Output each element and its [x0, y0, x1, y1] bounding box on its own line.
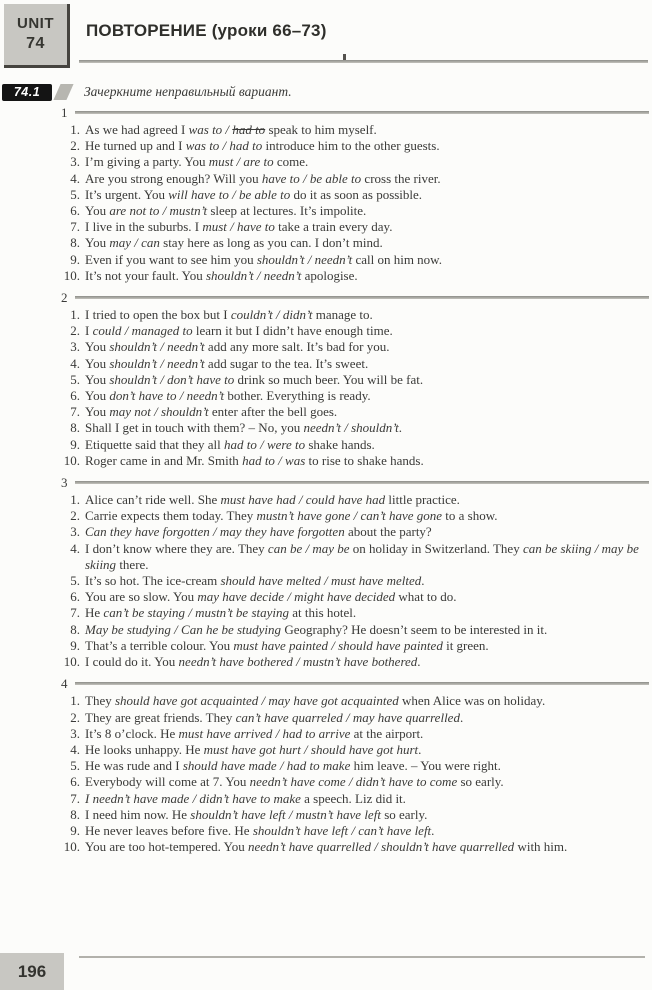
- choice-options: shouldn’t / needn’t: [205, 267, 302, 283]
- item-text: [85, 742, 652, 758]
- exercise-item: [0, 638, 652, 654]
- item-text: [85, 710, 652, 726]
- text-segment: He turned up and I: [85, 138, 186, 154]
- text-segment: little practice.: [385, 492, 460, 508]
- item-number: 8.: [70, 235, 80, 251]
- item-number: 3.: [70, 524, 80, 540]
- choice-options: was to / had to: [185, 138, 263, 154]
- exercise-item: [0, 726, 652, 742]
- section-1: [0, 105, 652, 284]
- text-segment: what to do.: [395, 589, 457, 605]
- item-text: [85, 693, 652, 709]
- item-text: [85, 372, 652, 388]
- text-segment: so early.: [457, 774, 504, 790]
- title-rule: [79, 60, 648, 63]
- text-segment: drink so much beer. You will be fat.: [234, 371, 424, 387]
- choice-options: shouldn’t / needn’t: [109, 355, 205, 371]
- item-list: [0, 490, 652, 670]
- text-segment: Alice can’t ride well. She: [85, 492, 221, 508]
- text-segment: introduce him to the other guests.: [262, 138, 440, 154]
- text-segment: there.: [116, 556, 149, 572]
- item-text: [85, 203, 652, 219]
- item-number: 7.: [70, 219, 80, 235]
- item-text: [85, 839, 652, 855]
- exercise-item: [0, 268, 652, 284]
- text-segment: I need him now. He: [85, 806, 191, 822]
- item-text: [85, 524, 652, 540]
- text-segment: Geography? He doesn’t seem to be interested in it.: [281, 621, 548, 637]
- item-number: 6.: [70, 388, 80, 404]
- item-number: 2.: [70, 323, 80, 339]
- choice-options: should have made / had to make: [182, 758, 351, 774]
- text-segment: Shall I get in touch with them? – No, you: [85, 420, 304, 436]
- section-rule: [75, 682, 650, 685]
- text-segment: It’s so hot. The ice-cream: [85, 573, 221, 589]
- item-text: [85, 758, 652, 774]
- choice-options: shouldn’t have left / mustn’t have left: [190, 806, 381, 822]
- item-number: 8.: [70, 621, 80, 637]
- exercise-item: [0, 654, 652, 670]
- item-text: [85, 807, 652, 823]
- text-segment: Carrie expects them today. They: [85, 508, 257, 524]
- text-segment: shake hands.: [305, 436, 375, 452]
- exercise-item: [0, 235, 652, 251]
- unit-label: UNIT: [17, 15, 54, 33]
- item-number: 6.: [70, 589, 80, 605]
- choice-options: may not / shouldn’t: [109, 404, 209, 420]
- text-segment: speak to him myself.: [265, 122, 377, 137]
- text-segment: You: [85, 404, 110, 420]
- choice-options: shouldn’t / don’t have to: [109, 371, 235, 387]
- exercise-item: [0, 742, 652, 758]
- unit-number: 74: [26, 34, 45, 52]
- choice-options: can be skiing / may be skiing: [85, 540, 639, 572]
- text-segment: You are so slow. You: [85, 589, 198, 605]
- choice-options: was to /: [188, 122, 233, 137]
- text-segment: it green.: [442, 637, 489, 653]
- section-4: [0, 676, 652, 855]
- exercise-item: [0, 388, 652, 404]
- item-number: 7.: [70, 790, 80, 806]
- print-artifact-tick: [343, 54, 346, 60]
- section-rule: [75, 481, 650, 484]
- text-segment: .: [417, 654, 421, 670]
- text-segment: It’s 8 o’clock. He: [85, 725, 179, 741]
- choice-options: can’t be staying / mustn’t be staying: [103, 605, 290, 621]
- text-segment: He looks unhappy. He: [85, 741, 204, 757]
- item-number: 5.: [70, 371, 80, 387]
- text-segment: Roger came in and Mr. Smith: [85, 452, 243, 468]
- item-number: 9.: [70, 436, 80, 452]
- choice-options: could / managed to: [92, 323, 193, 339]
- text-segment: add any more salt. It’s bad for you.: [204, 339, 390, 355]
- choice-options: shouldn’t / needn’t: [109, 339, 205, 355]
- choice-options: should have got acquainted / may have got acquainted: [114, 693, 399, 709]
- item-text: [85, 154, 652, 170]
- item-number: 10.: [63, 839, 80, 855]
- exercise-item: [0, 758, 652, 774]
- item-number: 9.: [70, 822, 80, 838]
- text-segment: .: [421, 573, 425, 589]
- exercise-item: [0, 524, 652, 540]
- footer-rule: [79, 956, 645, 958]
- item-text: [85, 187, 652, 203]
- text-segment: enter after the bell goes.: [208, 404, 338, 420]
- exercise-item: [0, 404, 652, 420]
- text-segment: sleep at lectures. It’s impolite.: [207, 203, 367, 219]
- text-segment: That’s a terrible colour. You: [85, 637, 234, 653]
- text-segment: Etiquette said that they all: [85, 436, 224, 452]
- choice-options: I needn’t have made / didn’t have to make: [85, 790, 301, 806]
- text-segment: bother. Everything is ready.: [224, 388, 371, 404]
- item-text: [85, 453, 652, 469]
- unit-box: [4, 4, 70, 68]
- item-number: 1.: [70, 693, 80, 709]
- item-number: 6.: [70, 774, 80, 790]
- text-segment: so early.: [380, 806, 428, 822]
- text-segment: with him.: [514, 839, 568, 855]
- text-segment: I could do it. You: [85, 654, 179, 670]
- section-2: [0, 290, 652, 469]
- item-text: [85, 791, 652, 807]
- choice-options: are not to / mustn’t: [109, 203, 208, 219]
- text-segment: Are you strong enough? Will you: [85, 170, 262, 186]
- exercise-item: [0, 541, 652, 573]
- exercise-item: [0, 372, 652, 388]
- choice-options: had to / was: [242, 452, 306, 468]
- crossed-out-option: had to: [232, 122, 266, 137]
- page-number: 196: [17, 961, 47, 981]
- text-segment: I tried to open the box but I: [85, 307, 231, 323]
- text-segment: They: [85, 693, 115, 709]
- item-number: 9.: [70, 251, 80, 267]
- item-text: [85, 638, 652, 654]
- choice-options: needn’t have come / didn’t have to come: [249, 774, 458, 790]
- item-text: [85, 307, 652, 323]
- item-text: [85, 573, 652, 589]
- item-number: 3.: [70, 154, 80, 170]
- exercise-item: [0, 219, 652, 235]
- exercise-item: [0, 420, 652, 436]
- item-number: 7.: [70, 605, 80, 621]
- exercise-item: [0, 203, 652, 219]
- item-text: [85, 268, 652, 284]
- exercise-item: [0, 307, 652, 323]
- item-number: 4.: [70, 540, 80, 556]
- text-segment: to a show.: [442, 508, 498, 524]
- text-segment: do it as soon as possible.: [290, 186, 423, 202]
- exercise-item: [0, 252, 652, 268]
- text-segment: take a train every day.: [274, 219, 393, 235]
- item-text: [85, 492, 652, 508]
- text-segment: I: [85, 323, 93, 339]
- item-number: 10.: [63, 452, 80, 468]
- text-segment: to rise to shake hands.: [305, 452, 424, 468]
- item-text: [85, 420, 652, 436]
- item-number: 1.: [70, 492, 80, 508]
- choice-options: May be studying / Can he be studying: [85, 621, 282, 637]
- text-segment: You are too hot-tempered. You: [85, 839, 248, 855]
- item-text: [85, 622, 652, 638]
- text-segment: It’s not your fault. You: [85, 267, 206, 283]
- sections: [0, 105, 652, 861]
- section-number: 4: [61, 675, 68, 691]
- choice-options: don’t have to / needn’t: [109, 388, 225, 404]
- item-text: [85, 774, 652, 790]
- item-number: 8.: [70, 420, 80, 436]
- text-segment: You: [85, 339, 110, 355]
- choice-options: needn’t have quarrelled / shouldn’t have quarrelled: [247, 839, 515, 855]
- page-number-box: [0, 953, 64, 990]
- item-text: [85, 541, 652, 573]
- item-text: [85, 219, 652, 235]
- item-number: 5.: [70, 758, 80, 774]
- text-segment: .: [418, 741, 422, 757]
- text-segment: stay here as long as you can. I don’t mind.: [159, 235, 383, 251]
- choice-options: can’t have quarreled / may have quarrelled: [235, 709, 460, 725]
- choice-options: may / can: [109, 235, 160, 251]
- choice-options: shouldn’t / needn’t: [256, 251, 353, 267]
- item-number: 5.: [70, 186, 80, 202]
- text-segment: You: [85, 235, 110, 251]
- item-list: [0, 305, 652, 469]
- text-segment: Everybody will come at 7. You: [85, 774, 250, 790]
- item-number: 6.: [70, 203, 80, 219]
- item-text: [85, 122, 652, 138]
- choice-options: must have got hurt / should have got hurt: [203, 741, 419, 757]
- item-list: [0, 691, 652, 855]
- item-text: [85, 437, 652, 453]
- choice-options: Can they have forgotten / may they have forgotten: [85, 524, 345, 540]
- section-header: [0, 676, 652, 691]
- item-text: [85, 171, 652, 187]
- item-text: [85, 252, 652, 268]
- choice-options: couldn’t / didn’t: [230, 307, 313, 323]
- exercise-item: [0, 807, 652, 823]
- item-number: 8.: [70, 806, 80, 822]
- choice-options: must have painted / should have painted: [233, 637, 443, 653]
- item-number: 10.: [63, 654, 80, 670]
- section-rule: [75, 296, 650, 299]
- item-text: [85, 726, 652, 742]
- choice-options: had to / were to: [224, 436, 306, 452]
- exercise-item: [0, 323, 652, 339]
- item-number: 3.: [70, 339, 80, 355]
- page-title: ПОВТОРЕНИЕ (уроки 66–73): [86, 21, 327, 40]
- text-segment: Even if you want to see him you: [85, 251, 257, 267]
- item-list: [0, 120, 652, 284]
- item-text: [85, 235, 652, 251]
- exercise-item: [0, 453, 652, 469]
- text-segment: come.: [273, 154, 309, 170]
- text-segment: You: [85, 355, 110, 371]
- text-segment: .: [398, 420, 403, 436]
- item-text: [85, 589, 652, 605]
- text-segment: He was rude and I: [85, 758, 183, 774]
- item-number: 4.: [70, 741, 80, 757]
- choice-options: must have had / could have had: [220, 492, 386, 508]
- text-segment: about the party?: [344, 524, 432, 540]
- section-header: [0, 475, 652, 490]
- text-segment: manage to.: [312, 307, 373, 323]
- item-text: [85, 605, 652, 621]
- text-segment: You: [85, 371, 110, 387]
- text-segment: call on him now.: [352, 251, 442, 267]
- text-segment: at this hotel.: [289, 605, 357, 621]
- item-text: [85, 823, 652, 839]
- choice-options: shouldn’t have left / can’t have left: [252, 822, 432, 838]
- exercise-item: [0, 605, 652, 621]
- choice-options: mustn’t have gone / can’t have gone: [256, 508, 443, 524]
- exercise-item: [0, 622, 652, 638]
- choice-options: may have decide / might have decided: [197, 589, 396, 605]
- text-segment: on holiday in Switzerland. They: [349, 540, 523, 556]
- choice-options: must have arrived / had to arrive: [178, 725, 351, 741]
- item-number: 10.: [63, 267, 80, 283]
- exercise-item: [0, 154, 652, 170]
- exercise-item: [0, 791, 652, 807]
- choice-options: needn’t / shouldn’t: [303, 420, 399, 436]
- item-text: [85, 654, 652, 670]
- section-3: [0, 475, 652, 670]
- text-segment: when Alice was on holiday.: [398, 693, 546, 709]
- exercise-item: [0, 710, 652, 726]
- exercise-item: [0, 823, 652, 839]
- text-segment: It’s urgent. You: [85, 186, 169, 202]
- text-segment: .: [459, 709, 464, 725]
- text-segment: You: [85, 203, 110, 219]
- text-segment: I live in the suburbs. I: [85, 219, 203, 235]
- choice-options: needn’t have bothered / mustn’t have bothered: [178, 654, 418, 670]
- exercise-item: [0, 774, 652, 790]
- choice-options: must / are to: [208, 154, 274, 170]
- exercise-item: [0, 339, 652, 355]
- text-segment: .: [431, 822, 435, 838]
- exercise-item: [0, 693, 652, 709]
- section-number: 3: [61, 474, 68, 490]
- item-number: 9.: [70, 637, 80, 653]
- exercise-flag-icon: [53, 84, 73, 100]
- text-segment: apologise.: [301, 267, 358, 283]
- section-header: [0, 105, 652, 120]
- exercise-number-badge: 74.1: [2, 84, 52, 101]
- item-number: 1.: [70, 307, 80, 323]
- exercise-item: [0, 138, 652, 154]
- section-number: 2: [61, 289, 68, 305]
- exercise-item: [0, 437, 652, 453]
- item-number: 2.: [70, 138, 80, 154]
- text-segment: him leave. – You were right.: [350, 758, 501, 774]
- item-text: [85, 356, 652, 372]
- exercise-header: [2, 83, 292, 101]
- text-segment: learn it but I didn’t have enough time.: [192, 323, 393, 339]
- choice-options: have to / be able to: [261, 170, 362, 186]
- exercise-item: [0, 492, 652, 508]
- choice-options: must / have to: [202, 219, 275, 235]
- exercise-item: [0, 508, 652, 524]
- exercise-item: [0, 187, 652, 203]
- section-number: 1: [61, 104, 68, 120]
- text-segment: As we had agreed I: [85, 122, 189, 137]
- item-number: 5.: [70, 573, 80, 589]
- text-segment: a speech. Liz did it.: [300, 790, 406, 806]
- item-number: 1.: [70, 122, 80, 137]
- item-text: [85, 388, 652, 404]
- choice-options: should have melted / must have melted: [220, 573, 422, 589]
- text-segment: He never leaves before five. He: [85, 822, 253, 838]
- exercise-instruction: Зачеркните неправильный вариант.: [84, 84, 292, 99]
- text-segment: They are great friends. They: [85, 709, 236, 725]
- item-text: [85, 508, 652, 524]
- item-number: 4.: [70, 170, 80, 186]
- item-number: 2.: [70, 508, 80, 524]
- text-segment: cross the river.: [361, 170, 441, 186]
- item-text: [85, 404, 652, 420]
- item-text: [85, 339, 652, 355]
- item-number: 3.: [70, 725, 80, 741]
- text-segment: I’m giving a party. You: [85, 154, 209, 170]
- text-segment: at the airport.: [350, 725, 424, 741]
- exercise-item: [0, 356, 652, 372]
- item-text: [85, 323, 652, 339]
- text-segment: He: [85, 605, 104, 621]
- text-segment: add sugar to the tea. It’s sweet.: [204, 355, 369, 371]
- item-number: 4.: [70, 355, 80, 371]
- exercise-item: [0, 573, 652, 589]
- exercise-item: [0, 839, 652, 855]
- text-segment: You: [85, 388, 110, 404]
- section-header: [0, 290, 652, 305]
- choice-options: can be / may be: [267, 540, 350, 556]
- section-rule: [75, 111, 650, 114]
- item-number: 2.: [70, 709, 80, 725]
- exercise-item: [0, 171, 652, 187]
- choice-options: will have to / be able to: [168, 186, 291, 202]
- item-text: [85, 138, 652, 154]
- exercise-item: [0, 122, 652, 138]
- item-number: 7.: [70, 404, 80, 420]
- exercise-item: [0, 589, 652, 605]
- text-segment: I don’t know where they are. They: [85, 540, 268, 556]
